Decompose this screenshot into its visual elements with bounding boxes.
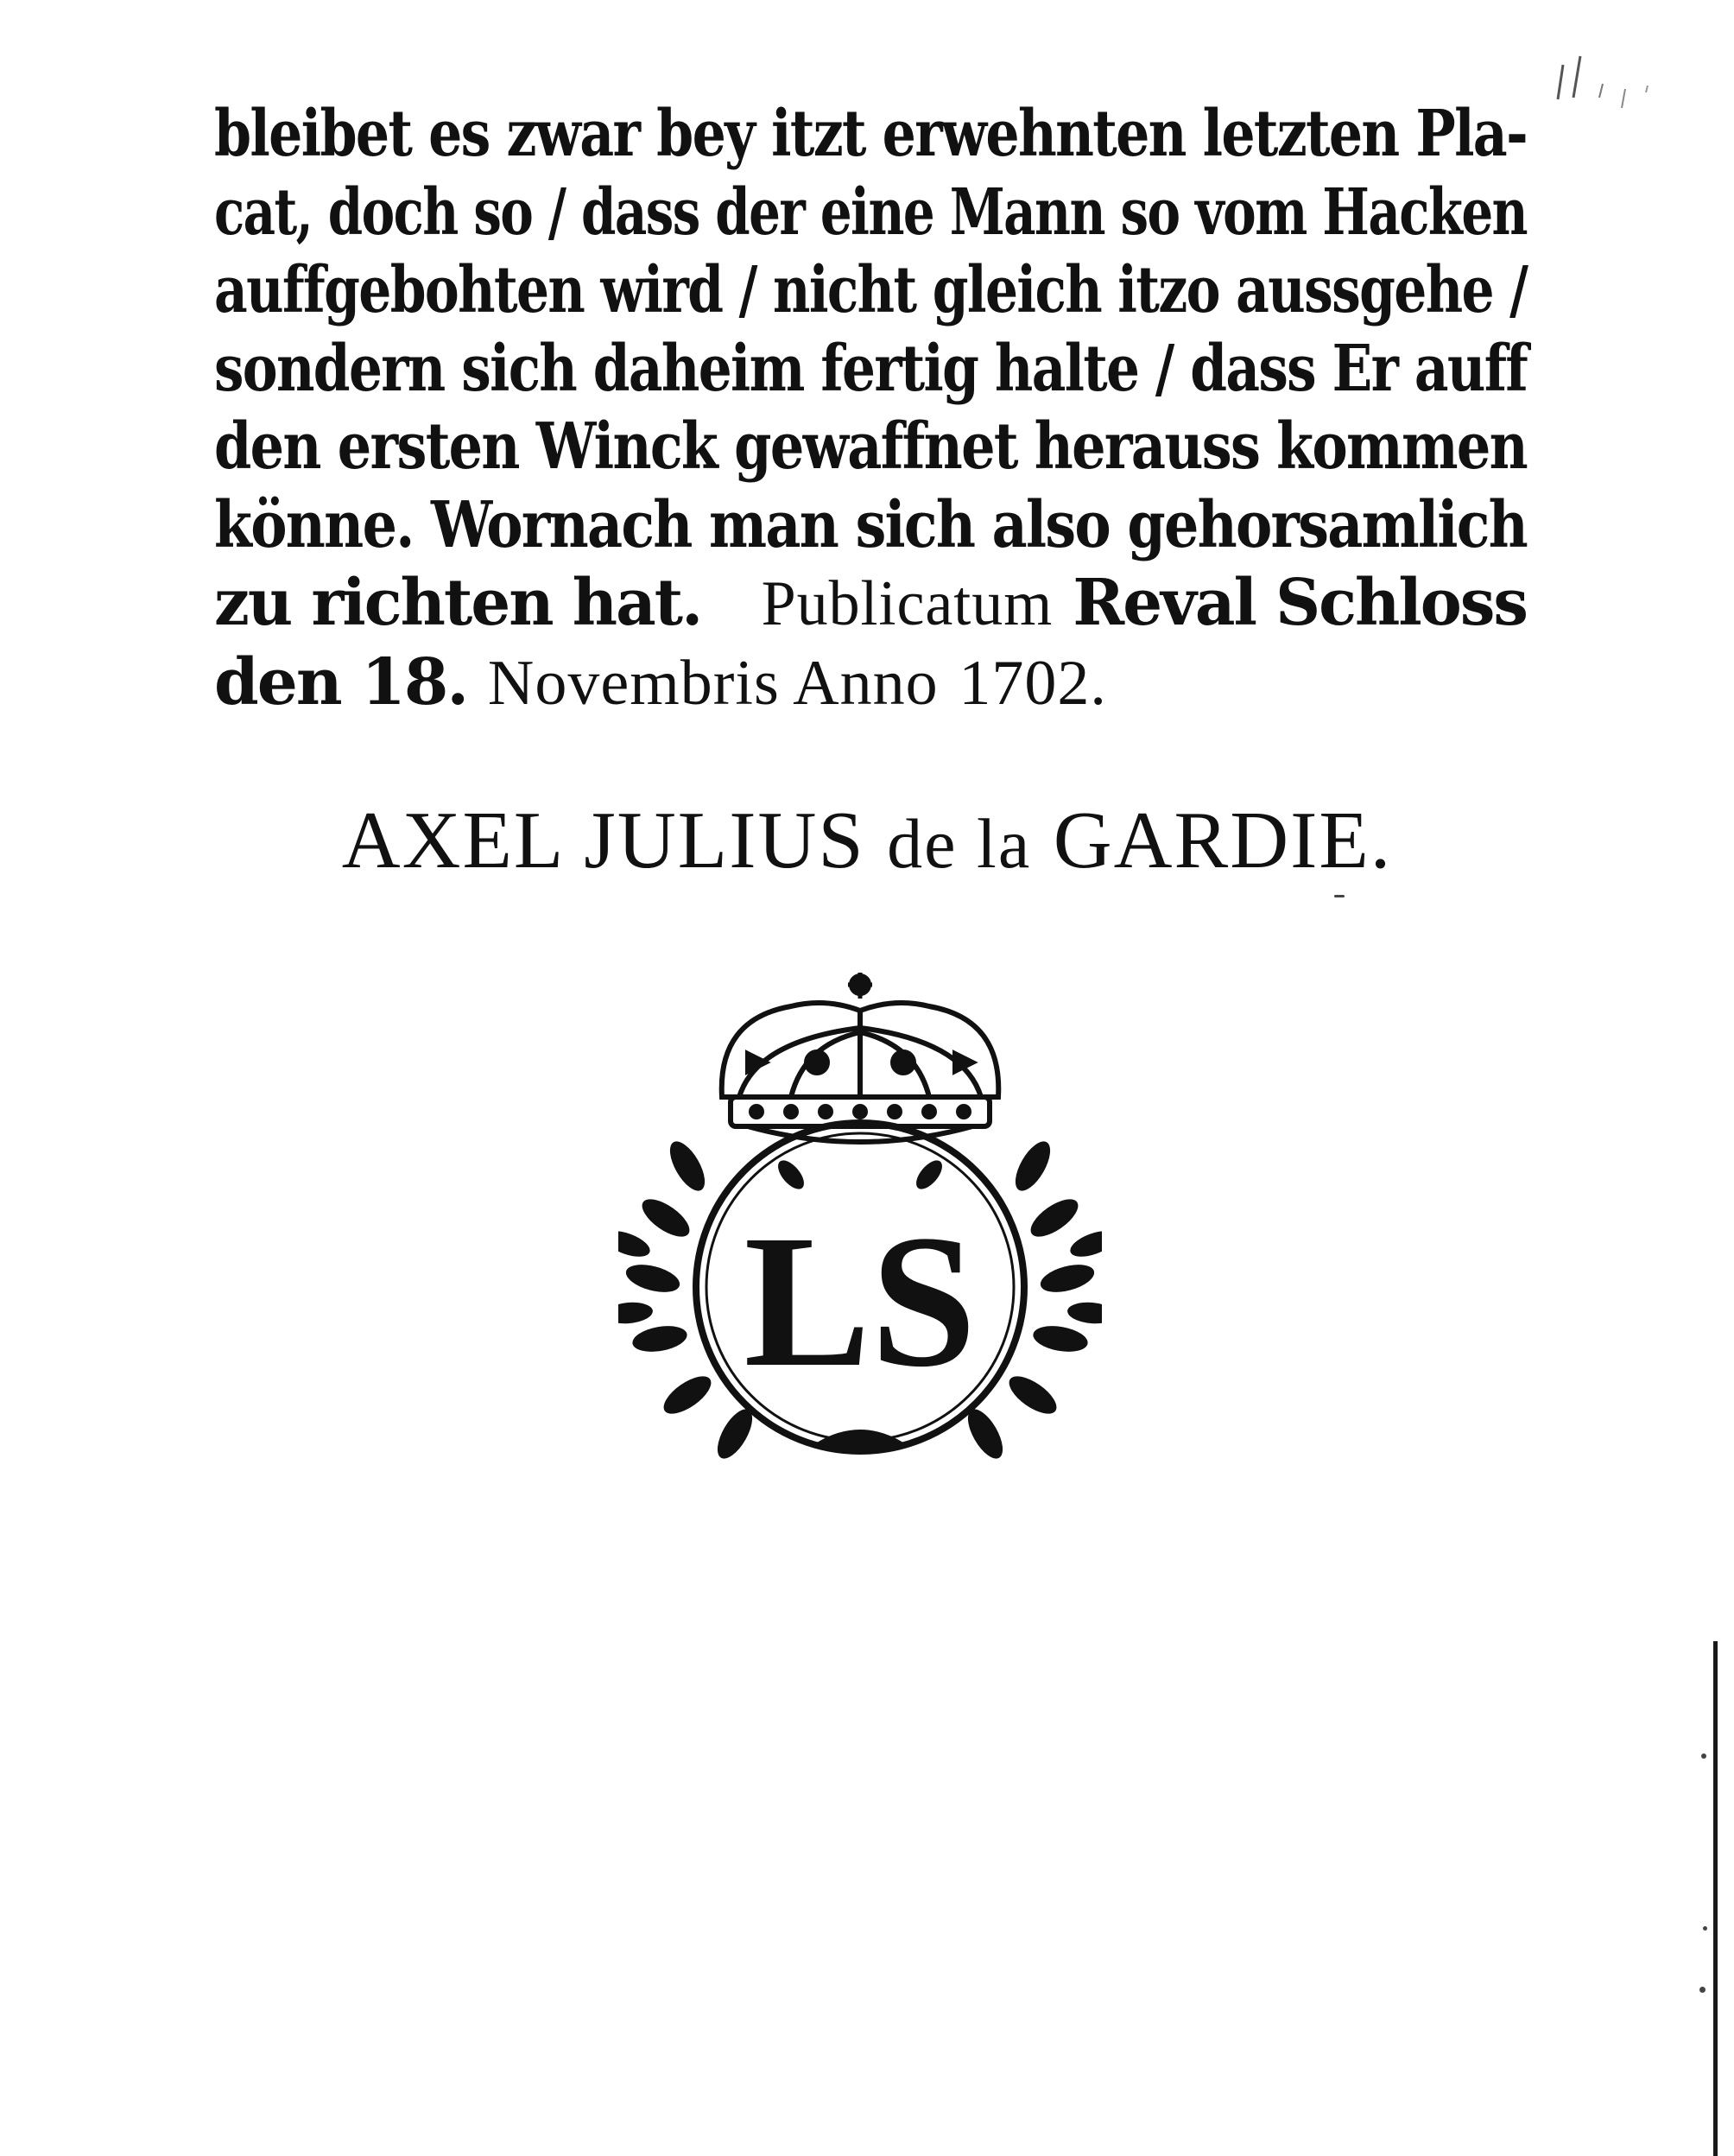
text-line-8-main: den 18. xyxy=(214,644,468,720)
speck xyxy=(1701,1753,1706,1759)
signature xyxy=(0,793,1734,891)
text-line-7 xyxy=(214,564,1527,644)
text-line-2: cat, doch so / dass der eine Mann so vom Hacken xyxy=(214,174,1527,250)
speck xyxy=(1703,1926,1707,1931)
crowned-wreath-seal-icon xyxy=(618,959,1102,1460)
text-line-7-main: zu richten hat. xyxy=(214,566,702,640)
text-line-4: sondern sich daheim fertig halte / dass Er auff xyxy=(214,331,1528,406)
wreath-left-icon xyxy=(618,1136,759,1460)
text-line-8 xyxy=(214,644,1527,723)
signature-particle: de la xyxy=(887,804,1032,883)
signature-first: AXEL JULIUS xyxy=(341,796,865,885)
speck xyxy=(1699,1987,1706,1993)
signature-last: GARDIE. xyxy=(1053,796,1393,885)
speck xyxy=(1334,895,1345,897)
page-edge-rule xyxy=(1713,1641,1718,2156)
date-month: Novembris Anno xyxy=(487,647,939,719)
publicatum-word: Publicatum xyxy=(761,568,1054,639)
crown-icon xyxy=(722,973,999,1142)
wreath-right-icon xyxy=(961,1136,1102,1460)
date-year: 1702. xyxy=(959,647,1107,719)
place-name: Reval Schloss xyxy=(1073,566,1527,640)
text-line-1: bleibet es zwar bey itzt erwehnten letzten Pla- xyxy=(214,97,1527,171)
text-line-3: auffgebohten wird / nicht gleich itzo aussgehe / xyxy=(214,253,1528,327)
seal-monogram: LS xyxy=(744,1195,977,1406)
proclamation-text xyxy=(214,95,1527,722)
text-line-6: könne. Wornach man sich also gehorsamlich xyxy=(214,487,1527,562)
margin-pencil-marks xyxy=(1546,48,1667,134)
text-line-5: den ersten Winck gewaffnet herauss kommen xyxy=(214,409,1527,484)
